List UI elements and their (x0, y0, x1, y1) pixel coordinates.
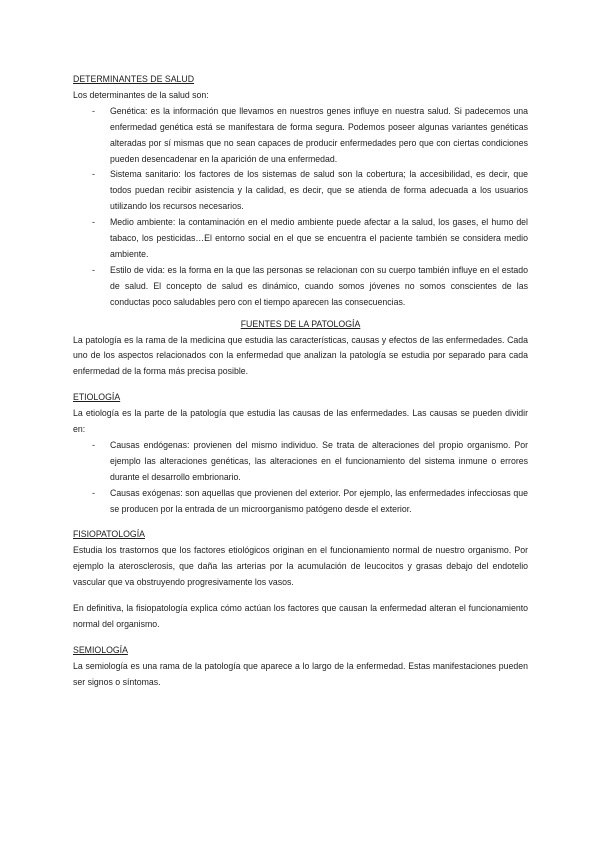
determinantes-section (73, 72, 528, 311)
fuentes-paragraph: La patología es la rama de la medicina que estudia las características, causas y efectos de las enfermedades. Cada uno de los aspectos relacionados con la enfermedad que analizan la patología se estudia por separado para cada enfermedad de la forma más precisa posible. (73, 334, 528, 377)
fisiopatologia-section (73, 527, 528, 632)
list-item: - Causas exógenas: son aquellas que provienen del exterior. Por ejemplo, las enfermedades infecciosas que se producen por la entrada de un microorganismo patógeno desde el exterior. (73, 486, 528, 518)
etiologia-list (73, 438, 528, 518)
etiologia-section (73, 390, 528, 517)
list-item: - Sistema sanitario: los factores de los sistemas de salud son la cobertura; la accesibilidad, es decir, que todos puedan recibir asistencia y la calidad, es decir, que se atienda de forma adecuada a los usuarios utilizando los recursos necesarios. (73, 167, 528, 215)
determinantes-heading: DETERMINANTES DE SALUD (73, 74, 195, 84)
list-item: - Genética: es la información que llevamos en nuestros genes influye en nuestra salud. Si padecemos una enfermedad genética está se manifestara de forma segura. Podemos poseer algunas variantes genéticas alteradas por sí mismas que no sean capaces de producir enfermedades pero que con ciertas condiciones pueden desencadenar en la aparición de una enfermedad. (73, 104, 528, 168)
fuentes-heading: FUENTES DE LA PATOLOGÍA (240, 318, 361, 329)
fisiopatologia-paragraph-1: Estudia los trastornos que los factores etiológicos originan en el funcionamiento normal de nuestro organismo. Por ejemplo la aterosclerosis, que daña las arterias por la acumulación de leucocitos y grasas debajo del endotelio vascular que va obstruyendo progresivamente los vasos. (73, 545, 528, 588)
etiologia-heading: ETIOLOGÍA (73, 392, 121, 403)
fuentes-section (73, 317, 528, 381)
list-item: - Estilo de vida: es la forma en la que las personas se relacionan con su cuerpo también influye en el estado de salud. El concepto de salud es dinámico, cuando somos jóvenes no somos conscientes de las conductas poco saludables pero con el tiempo aparecen las consecuencias. (73, 263, 528, 311)
document-page (73, 72, 528, 691)
semiologia-heading: SEMIOLOGÍA (73, 644, 128, 655)
semiologia-paragraph: La semiología es una rama de la patología que aparece a lo largo de la enfermedad. Estas manifestaciones pueden ser signos o síntomas. (73, 660, 528, 687)
fisiopatologia-heading: FISIOPATOLOGÍA (73, 529, 145, 540)
list-item: - Causas endógenas: provienen del mismo individuo. Se trata de alteraciones del propio organismo. Por ejemplo las alteraciones genéticas, las alteraciones en el funcionamiento del sistema inmune o errores durante el desarrollo embrionario. (73, 438, 528, 486)
fisiopatologia-paragraph-2: En definitiva, la fisiopatología explica cómo actúan los factores que causan la enfermedad alteran el funcionamiento normal del organismo. (73, 603, 528, 629)
determinantes-list (73, 104, 528, 311)
etiologia-paragraph: La etiología es la parte de la patología que estudia las causas de las enfermedades. Las causas se pueden dividir en: (73, 408, 528, 435)
semiologia-section (73, 643, 528, 691)
list-item: - Medio ambiente: la contaminación en el medio ambiente puede afectar a la salud, los gases, el humo del tabaco, los pesticidas…El entorno social en el que se encuentra el paciente también se considera medio ambiente. (73, 215, 528, 263)
determinantes-intro: Los determinantes de la salud son: (73, 89, 209, 100)
